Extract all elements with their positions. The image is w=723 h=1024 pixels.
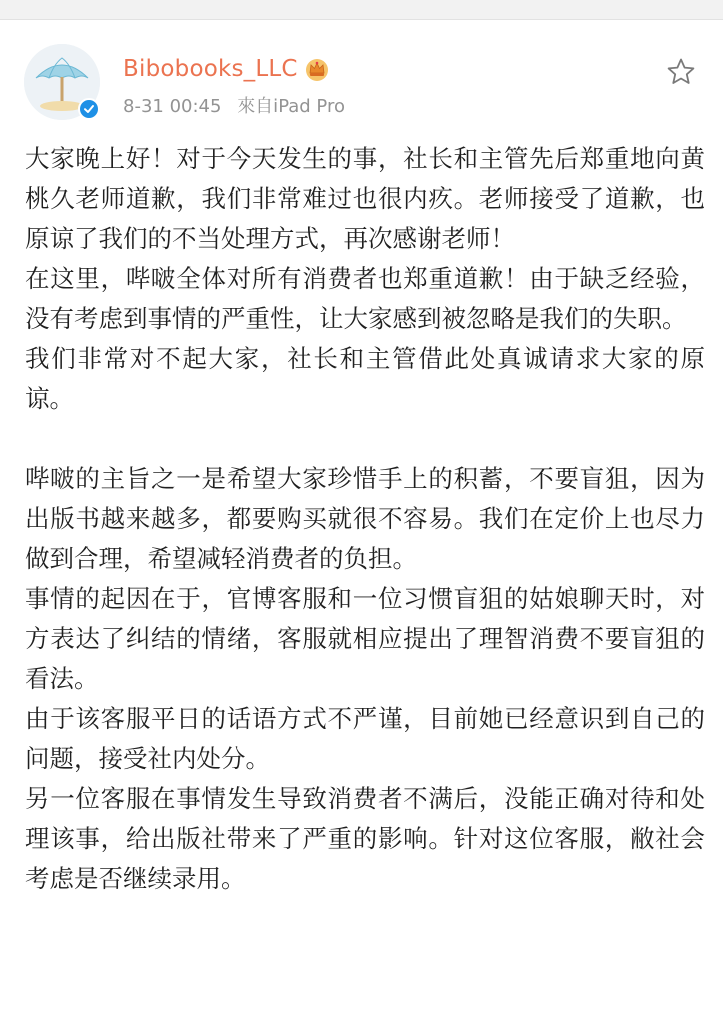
author-row	[123, 52, 330, 86]
post-paragraph: 由于该客服平日的话语方式不严谨，目前她已经意识到自己的问题，接受社内处分。	[25, 704, 705, 773]
post-paragraph: 在这里，哔啵全体对所有消费者也郑重道歉！由于缺乏经验，没有考虑到事情的严重性，让大家感到被忽略是我们的失职。	[25, 264, 705, 333]
post-blank-line	[25, 419, 705, 459]
post-paragraph: 哔啵的主旨之一是希望大家珍惜手上的积蓄，不要盲狙，因为出版书越来越多，都要购买就很不容易。我们在定价上也尽力做到合理，希望减轻消费者的负担。	[25, 464, 705, 573]
post-paragraph: 事情的起因在于，官博客服和一位习惯盲狙的姑娘聊天时，对方表达了纠结的情绪，客服就相应提出了理智消费不要盲狙的看法。	[25, 584, 705, 693]
post-paragraph: 另一位客服在事情发生导致消费者不满后，没能正确对待和处理该事，给出版社带来了严重的影响。针对这位客服，敝社会考虑是否继续录用。	[25, 784, 705, 893]
verified-badge-icon	[78, 98, 100, 120]
post-paragraph: 大家晚上好！对于今天发生的事，社长和主管先后郑重地向黄桃久老师道歉，我们非常难过也很内疚。老师接受了道歉，也原谅了我们的不当处理方式，再次感谢老师！	[25, 144, 705, 253]
author-name[interactable]: Bibobooks_LLC	[123, 56, 298, 82]
post-source: 來自iPad Pro	[237, 96, 345, 117]
top-divider-strip	[0, 0, 723, 20]
avatar[interactable]	[24, 44, 100, 120]
post-timestamp: 8-31 00:45	[123, 96, 222, 117]
post-meta	[123, 92, 355, 118]
post-body	[25, 139, 705, 899]
post-paragraph: 我们非常对不起大家，社长和主管借此处真诚请求大家的原谅。	[25, 344, 705, 413]
crown-icon	[304, 56, 330, 82]
star-icon[interactable]	[665, 56, 697, 88]
